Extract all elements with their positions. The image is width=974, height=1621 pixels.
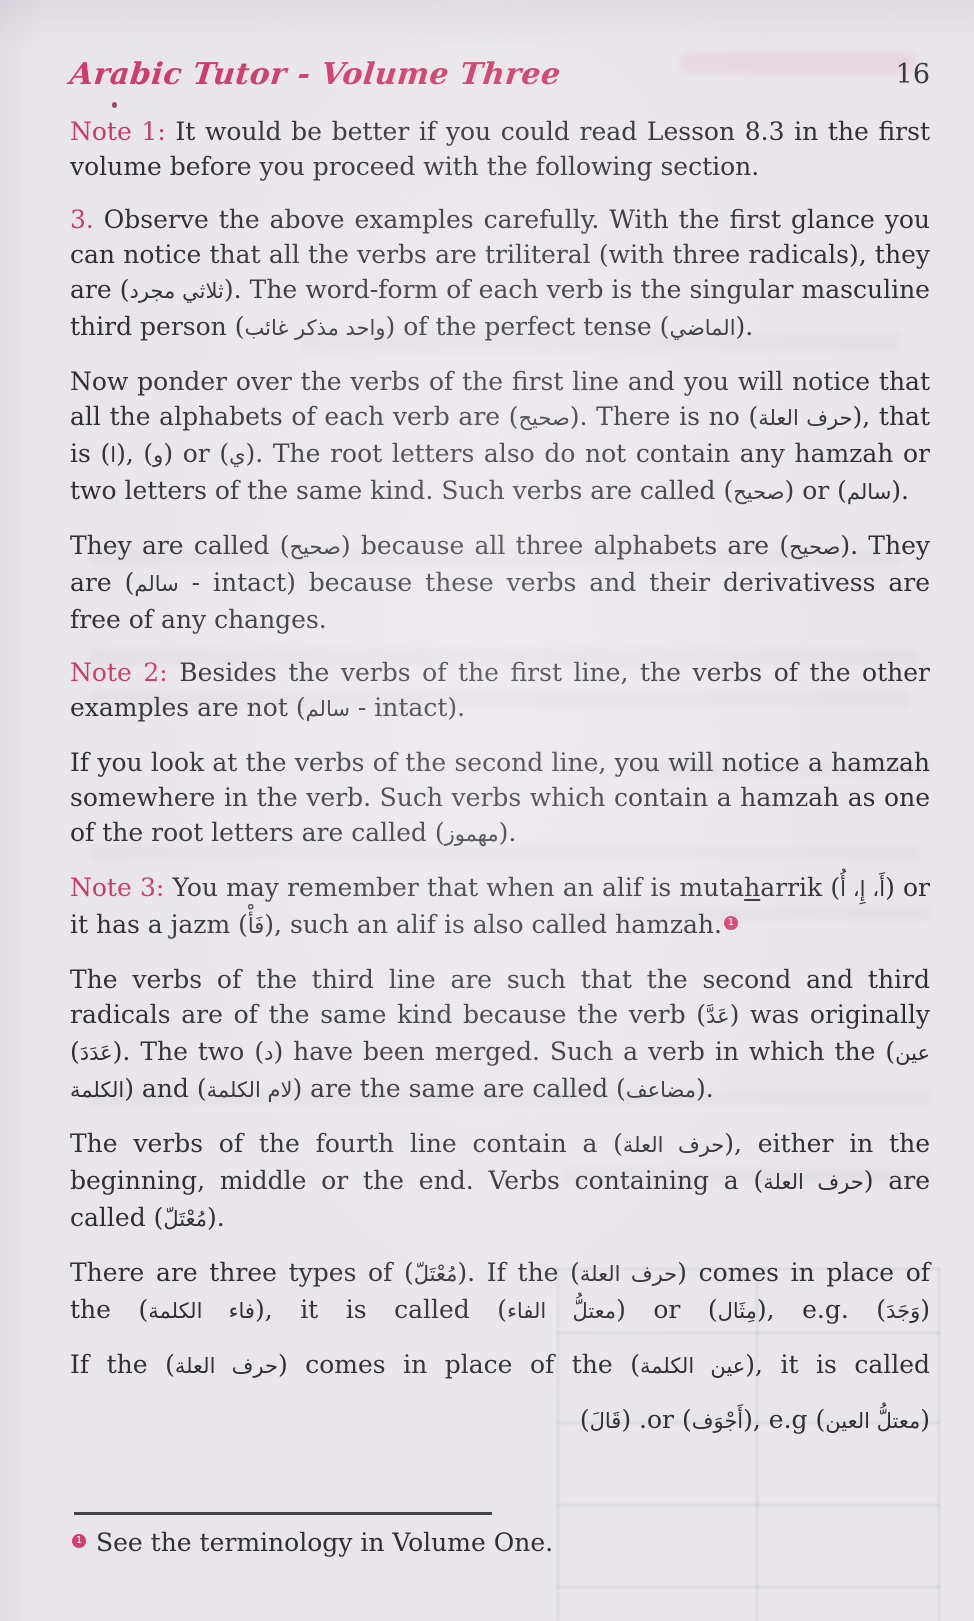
text-run: ) comes in place of the ( [70, 1258, 931, 1324]
content [70, 114, 930, 1439]
footnote-ref-marker: 1 [724, 916, 738, 930]
note-3 [70, 870, 930, 944]
para-second-line-hamzah [70, 745, 930, 852]
text-run: ) or it has a jazm ( [70, 873, 931, 939]
arabic-term: لام الكلمة [206, 1078, 293, 1102]
text-run: ( [920, 1405, 930, 1434]
arabic-term: سالم [846, 480, 892, 504]
text-run: ). If the ( [457, 1258, 580, 1287]
note-2 [70, 655, 930, 727]
arabic-term: د [264, 1041, 274, 1065]
text-run: ). [207, 1203, 225, 1232]
arabic-term: صحيح [733, 480, 785, 504]
text-run: ) was originally ( [70, 1000, 930, 1066]
text-run: ). The root letters also do not contain any hamzah or two letters of the same kind. Such verbs are called ( [70, 439, 930, 505]
arabic-term: واحد مذكر غائب [244, 316, 386, 340]
arabic-term: أَجْوَف [691, 1409, 744, 1433]
arabic-term: عين الكلمة [639, 1354, 746, 1378]
para-first-line-verbs [70, 364, 930, 510]
text-run: The verbs of the fourth line contain a ( [70, 1129, 623, 1158]
para-third-line-mudaaf [70, 962, 930, 1108]
text-run: ) because all three alphabets are ( [340, 531, 790, 560]
text-run: ), it is called ( [254, 1295, 508, 1324]
footnote-divider [74, 1512, 492, 1515]
text-run: ), either in the beginning, middle or the end. Verbs containing a ( [70, 1129, 930, 1195]
para-ain-kalimah-line2 [70, 1402, 930, 1439]
text-run: You may remember that when an alif is muta [164, 873, 745, 902]
text-run: ). [695, 1074, 714, 1103]
footnote-marker: 1 [72, 1534, 86, 1548]
text-run: ). The two ( [112, 1037, 265, 1066]
footnote-block [70, 1512, 930, 1559]
text-run: ) have been merged. Such a verb in which the ( [273, 1037, 896, 1066]
arabic-term: صحيح [518, 406, 570, 430]
text-run: ) and ( [124, 1074, 207, 1103]
note-label: Note 2: [70, 658, 168, 687]
text-run: arrik ( [760, 873, 841, 902]
text-run: There are three types of ( [70, 1258, 414, 1287]
arabic-term: سالم [134, 572, 179, 596]
text-run: The verbs of the third line are such that the second and third radicals are of the same kind because the verb ( [70, 965, 930, 1029]
item-3 [70, 202, 930, 346]
arabic-term: ي [229, 443, 246, 467]
arabic-term: مضاعف [625, 1078, 696, 1102]
arabic-term: صحيح [289, 535, 341, 559]
text-run: - intact) because these verbs and their derivativess are free of any changes. [70, 568, 930, 634]
text-run: They are called ( [70, 531, 290, 560]
arabic-term: عين الكلمة [70, 1041, 930, 1102]
arabic-term: قَالَ [589, 1409, 622, 1433]
arabic-term: مُعْتَلّ [413, 1262, 458, 1286]
page-header [70, 58, 930, 92]
text-run: ) are the same are called ( [292, 1074, 626, 1103]
text-run: ). They are ( [70, 531, 931, 597]
text-run: ). There is no ( [569, 402, 759, 431]
arabic-term: فاء الكلمة [148, 1299, 255, 1323]
text-run: ), it is called [745, 1350, 931, 1379]
arabic-term: معتلُّ الفاء [507, 1299, 617, 1323]
text-run: ). The word-form of each verb is the singular masculine third person ( [70, 275, 930, 341]
text-run: If you look at the verbs of the second line, you will notice a hamzah somewhere in the verb. Such verbs which contain a hamzah as one of the root letters are called ( [70, 748, 930, 847]
text-run: ), that is ( [70, 402, 930, 468]
text-run: ), e.g. ( [621, 1405, 808, 1434]
text-run: Observe the above examples carefully. With the first glance you can notice that all the verbs are triliteral (with three radicals), they are ( [70, 205, 930, 304]
arabic-term: مهموز [444, 822, 499, 846]
text-run: ) or ( [616, 1295, 718, 1324]
arabic-term: الماضي [669, 316, 736, 340]
arabic-term: فَأْ [247, 914, 265, 938]
text-run: ) are called ( [70, 1166, 930, 1232]
text-run: ) or ( [647, 1405, 826, 1434]
para-fourth-line-mutal [70, 1126, 930, 1237]
arabic-term: حرف العلة [758, 406, 853, 430]
arabic-term: معتلُّ العين [825, 1409, 921, 1433]
book-title: Arabic Tutor - Volume Three [68, 57, 563, 92]
text-run: ), ( [116, 439, 154, 468]
arabic-term: عَدَّ [706, 1004, 730, 1028]
para-three-types [70, 1255, 930, 1329]
text-run: ). [891, 476, 909, 505]
text-run: ) [920, 1295, 930, 1324]
text-run: If the ( [70, 1350, 175, 1379]
note-label: Note 3: [70, 873, 165, 902]
footnote [70, 1527, 930, 1559]
arabic-term: مِثَال [717, 1299, 757, 1323]
arabic-term: وَجَدَ [886, 1299, 921, 1323]
footnote-text: See the terminology in Volume One. [96, 1528, 554, 1557]
arabic-term: صحيح [789, 535, 841, 559]
arabic-term: حرف العلة [622, 1133, 725, 1157]
note-label: Note 1: [70, 117, 166, 146]
text-run: Besides the verbs of the first line, the verbs of the other examples are not ( [70, 658, 930, 722]
arabic-term: و [153, 443, 164, 467]
para-ain-kalimah-line1 [70, 1347, 930, 1384]
text-run: It would be better if you could read Lesson 8.3 in the first volume before you proceed with the following section. [70, 117, 930, 181]
arabic-term: أَ، إِ، أُ [840, 877, 886, 901]
underlined-letter: h [744, 873, 761, 902]
note-label: 3. [70, 205, 94, 234]
text-run: ). [498, 818, 517, 847]
para-sahih-salim [70, 528, 930, 637]
arabic-term: حرف العلة [579, 1262, 678, 1286]
text-run: ) of the perfect tense ( [385, 312, 670, 341]
text-run: - intact). [349, 693, 466, 722]
arabic-term: حرف العلة [174, 1354, 278, 1378]
page-number: 16 [895, 59, 930, 90]
arabic-term: ا [110, 443, 117, 467]
text-run: ). [735, 312, 754, 341]
note-1 [70, 114, 930, 184]
text-run: ) comes in place of the ( [278, 1350, 640, 1379]
arabic-term: عَدَدَ [79, 1041, 113, 1065]
text-run: ) or ( [163, 439, 230, 468]
text-run: ), e.g. ( [756, 1295, 887, 1324]
arabic-term: ثلاثي مجرد [129, 279, 224, 303]
text-run: Now ponder over the verbs of the first line and you will notice that all the alphabets of each verb are ( [70, 367, 930, 431]
text-run: ), such an alif is also called hamzah. [264, 910, 722, 939]
arabic-term: حرف العلة [763, 1170, 864, 1194]
text-run: ) or ( [784, 476, 847, 505]
arabic-term: سالم [305, 697, 350, 721]
arabic-term: مُعْتَلّ [163, 1207, 208, 1231]
text-run: ) [579, 1405, 590, 1434]
